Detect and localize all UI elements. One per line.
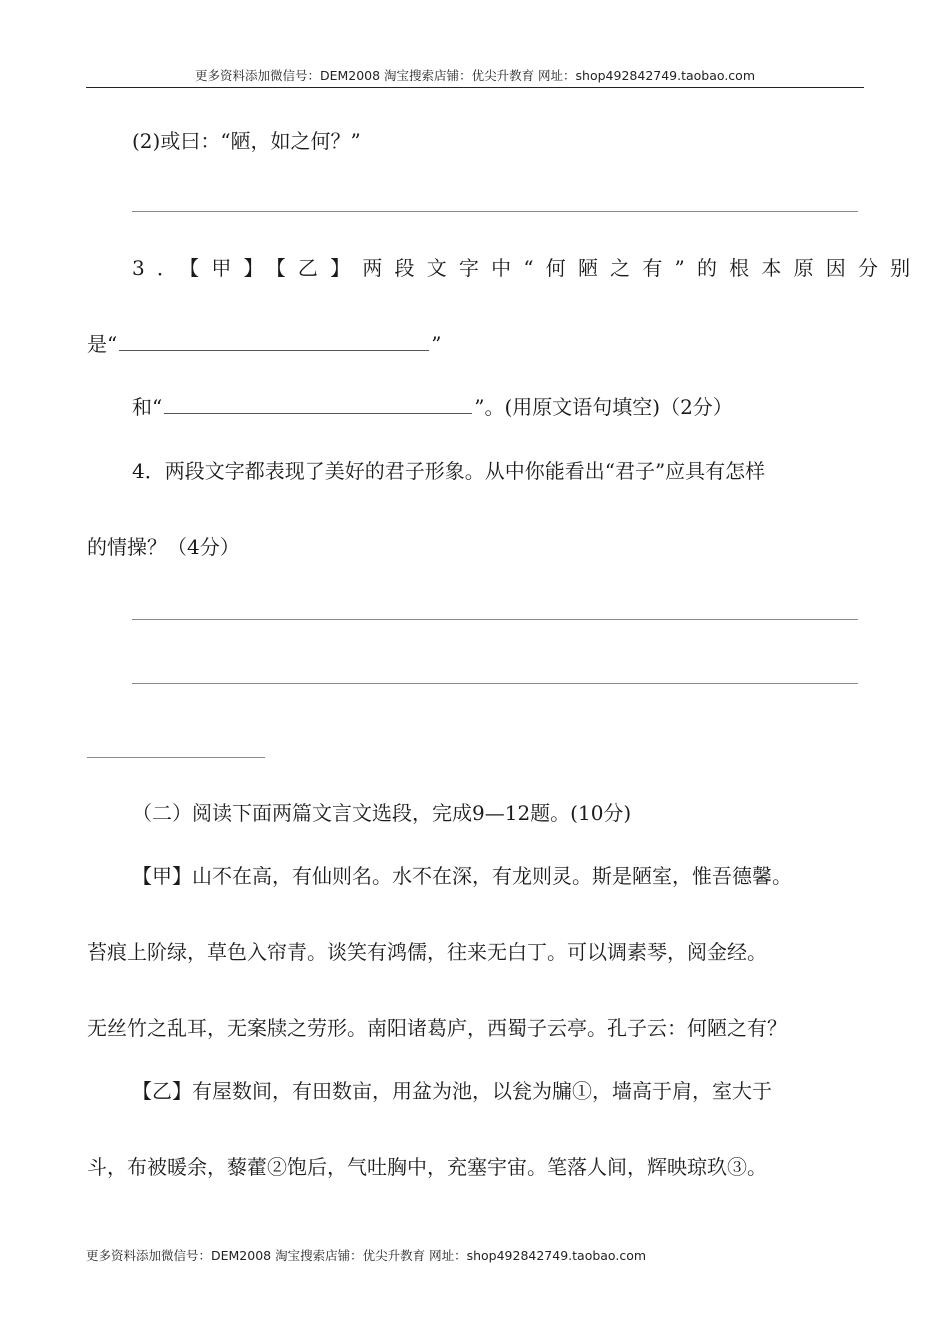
fill-blank-1[interactable] [119, 349, 429, 351]
page-header: 更多资料添加微信号：DEM2008 淘宝搜索店铺：优尖升教育 网址：shop492842749.taobao.com [194, 68, 756, 83]
question-3-suffix-1: ” [431, 332, 442, 356]
question-4-line1: 4．两段文字都表现了美好的君子形象。从中你能看出“君子”应具有怎样 [132, 459, 766, 483]
answer-line-q4-1[interactable] [132, 619, 858, 620]
page-footer: 更多资料添加微信号：DEM2008 淘宝搜索店铺：优尖升教育 网址：shop492842749.taobao.com [86, 1248, 647, 1263]
passage-jia-line1: 【甲】山不在高，有仙则名。水不在深，有龙则灵。斯是陋室，惟吾德馨。 [132, 864, 792, 888]
answer-line-q4-3[interactable] [87, 757, 265, 758]
question-3-suffix-2: ”。(用原文语句填空)（2分） [474, 395, 733, 419]
question-2-2: (2)或曰：“陋，如之何？” [132, 129, 361, 153]
passage-jia-line2: 苔痕上阶绿，草色入帘青。谈笑有鸿儒，往来无白丁。可以调素琴，阅金经。 [87, 940, 767, 964]
question-3-line3 [132, 393, 733, 421]
passage-yi-line2: 斗，布被暖余，藜藿②饱后，气吐胸中，充塞宇宙。笔落人间，辉映琼玖③。 [87, 1155, 767, 1179]
section-2-title: （二）阅读下面两篇文言文选段，完成9—12题。(10分) [132, 801, 632, 825]
header-rule [86, 87, 864, 88]
answer-line-q2-2[interactable] [132, 211, 858, 212]
fill-blank-2[interactable] [164, 412, 472, 414]
question-3-prefix-1: 是“ [87, 332, 118, 356]
passage-jia-line3: 无丝竹之乱耳，无案牍之劳形。南阳诸葛庐，西蜀子云亭。孔子云：何陋之有？ [87, 1016, 787, 1040]
question-3-line2 [87, 330, 441, 358]
passage-yi-line1: 【乙】有屋数间，有田数亩，用盆为池，以瓮为牖①，墙高于肩，室大于 [132, 1079, 772, 1103]
question-3-prefix-2: 和“ [132, 395, 163, 419]
answer-line-q4-2[interactable] [132, 683, 858, 684]
question-4-line2: 的情操？（4分） [87, 535, 240, 559]
question-3-line1: 3．【甲】【乙】两段文字中“何陋之有”的根本原因分别 [132, 256, 923, 280]
